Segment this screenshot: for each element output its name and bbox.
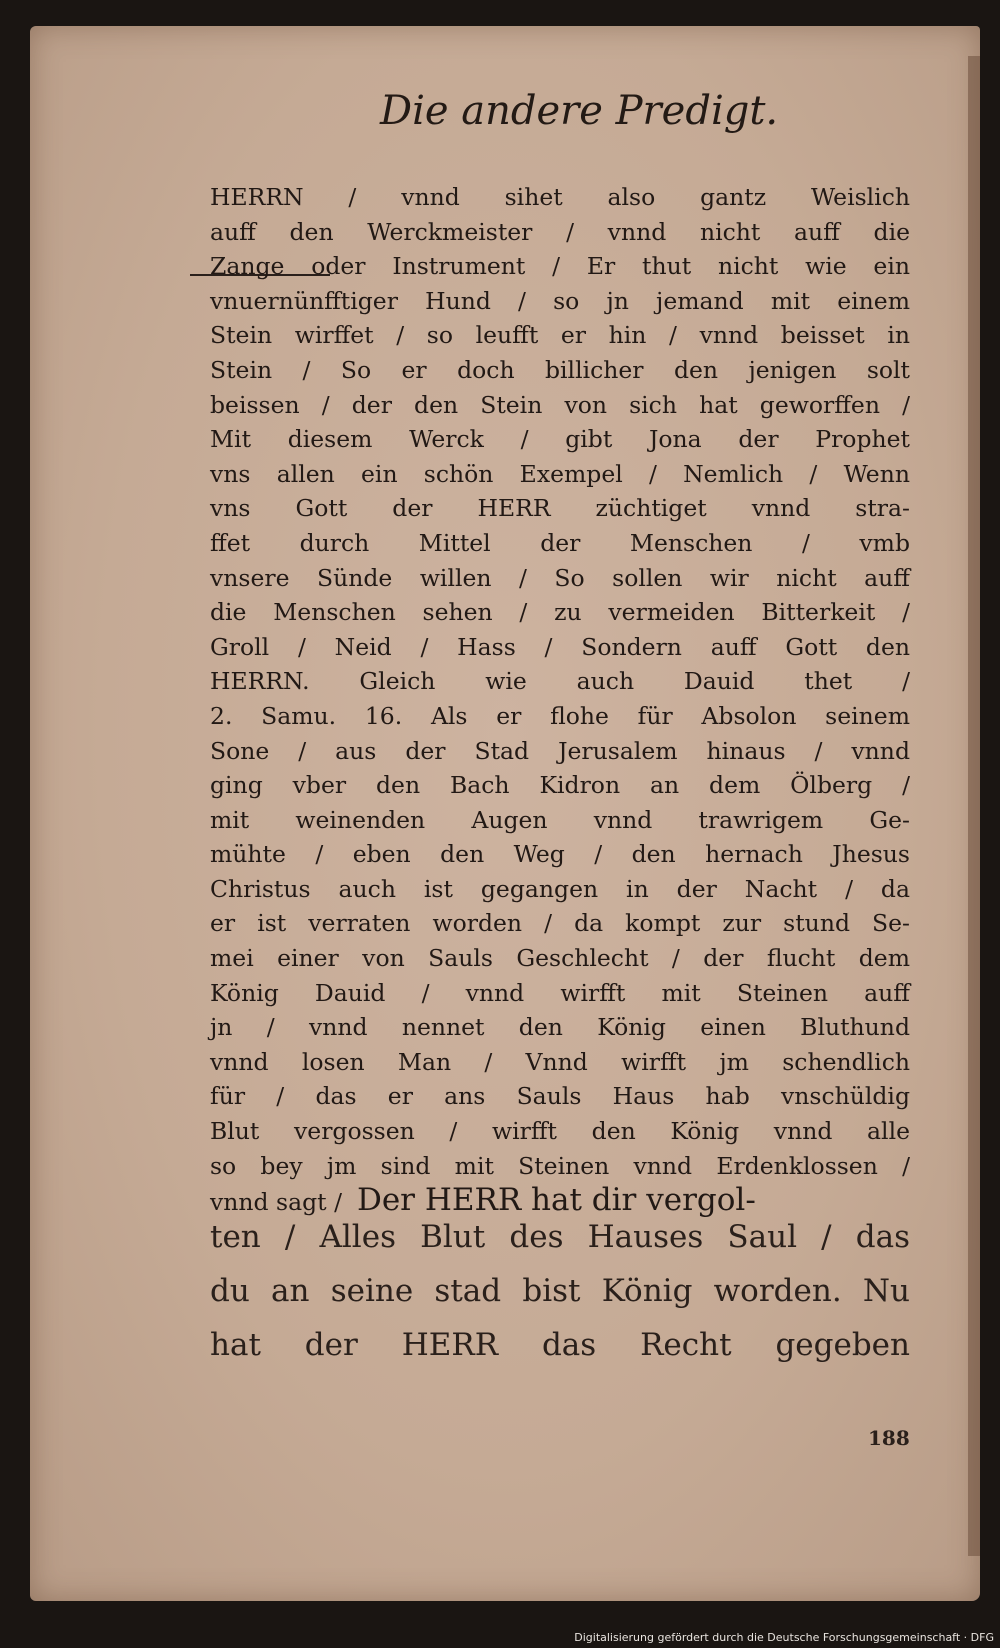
- text-line: jn / vnnd nennet den König einen Bluthund: [210, 1013, 910, 1042]
- text-line: vnnd losen Man / Vnnd wirfft jm schendlich: [210, 1047, 910, 1076]
- text-line: die Menschen sehen / zu vermeiden Bitterkeit /: [210, 598, 910, 627]
- text-line: König Dauid / vnnd wirfft mit Steinen auff: [210, 978, 910, 1007]
- page-header: Die andere Predigt.: [380, 88, 779, 134]
- text-line: Groll / Neid / Hass / Sondern auff Gott den: [210, 632, 910, 661]
- quote-line: hat der HERR das Recht gegeben: [210, 1327, 910, 1363]
- text-line: HERRN / vnnd sihet also gantz Weislich: [210, 183, 910, 211]
- text-line: so bey jm sind mit Steinen vnnd Erdenklossen /: [210, 1151, 910, 1180]
- quote-start: Der HERR hat dir vergol-: [356, 1182, 756, 1219]
- text-line: vnuernünfftiger Hund / so jn jemand mit einem: [210, 286, 910, 315]
- signature-mark: 188: [868, 1426, 910, 1450]
- text-line: mit weinenden Augen vnnd trawrigem Ge-: [210, 805, 910, 834]
- text-line: HERRN. Gleich wie auch Dauid thet /: [210, 667, 910, 696]
- text-line: vnnd sagt /: [210, 1188, 343, 1217]
- quote-line: du an seine stad bist König worden. Nu: [210, 1273, 910, 1309]
- text-line: mühte / eben den Weg / den hernach Jhesus: [210, 840, 910, 869]
- text-line: er ist verraten worden / da kompt zur stund Se-: [210, 909, 910, 938]
- text-line: mei einer von Sauls Geschlecht / der flucht dem: [210, 944, 910, 973]
- body-text: [210, 180, 910, 1220]
- text-line: auff den Werckmeister / vnnd nicht auff die: [210, 217, 910, 246]
- text-line: vnsere Sünde willen / So sollen wir nicht auff: [210, 563, 910, 592]
- text-line: Stein wirffet / so leufft er hin / vnnd beisset in: [210, 321, 910, 350]
- text-line: Blut vergossen / wirfft den König vnnd alle: [210, 1117, 910, 1146]
- text-line: vns Gott der HERR züchtiget vnnd stra-: [210, 494, 910, 523]
- text-line: Stein / So er doch billicher den jenigen solt: [210, 355, 910, 384]
- text-line: für / das er ans Sauls Haus hab vnschüldig: [210, 1082, 910, 1111]
- text-line: ffet durch Mittel der Menschen / vmb: [210, 528, 910, 557]
- quote-line: ten / Alles Blut des Hauses Saul / das: [210, 1219, 910, 1255]
- text-line: Christus auch ist gegangen in der Nacht / da: [210, 874, 910, 903]
- text-line: 2. Samu. 16. Als er flohe für Absolon seinem: [210, 701, 910, 730]
- text-line: ging vber den Bach Kidron an dem Ölberg /: [210, 771, 910, 800]
- quote-text: [210, 1210, 910, 1372]
- page-edge-shadow: [968, 56, 980, 1556]
- footer-credit: Digitalisierung gefördert durch die Deutsche Forschungsgemeinschaft · DFG: [574, 1631, 994, 1644]
- text-line: Mit diesem Werck / gibt Jona der Prophet: [210, 425, 910, 454]
- text-line: Zange oder Instrument / Er thut nicht wie ein: [210, 252, 910, 281]
- text-line: beissen / der den Stein von sich hat geworffen /: [210, 390, 910, 419]
- text-line: vns allen ein schön Exempel / Nemlich / Wenn: [210, 459, 910, 488]
- text-line: Sone / aus der Stad Jerusalem hinaus / vnnd: [210, 736, 910, 765]
